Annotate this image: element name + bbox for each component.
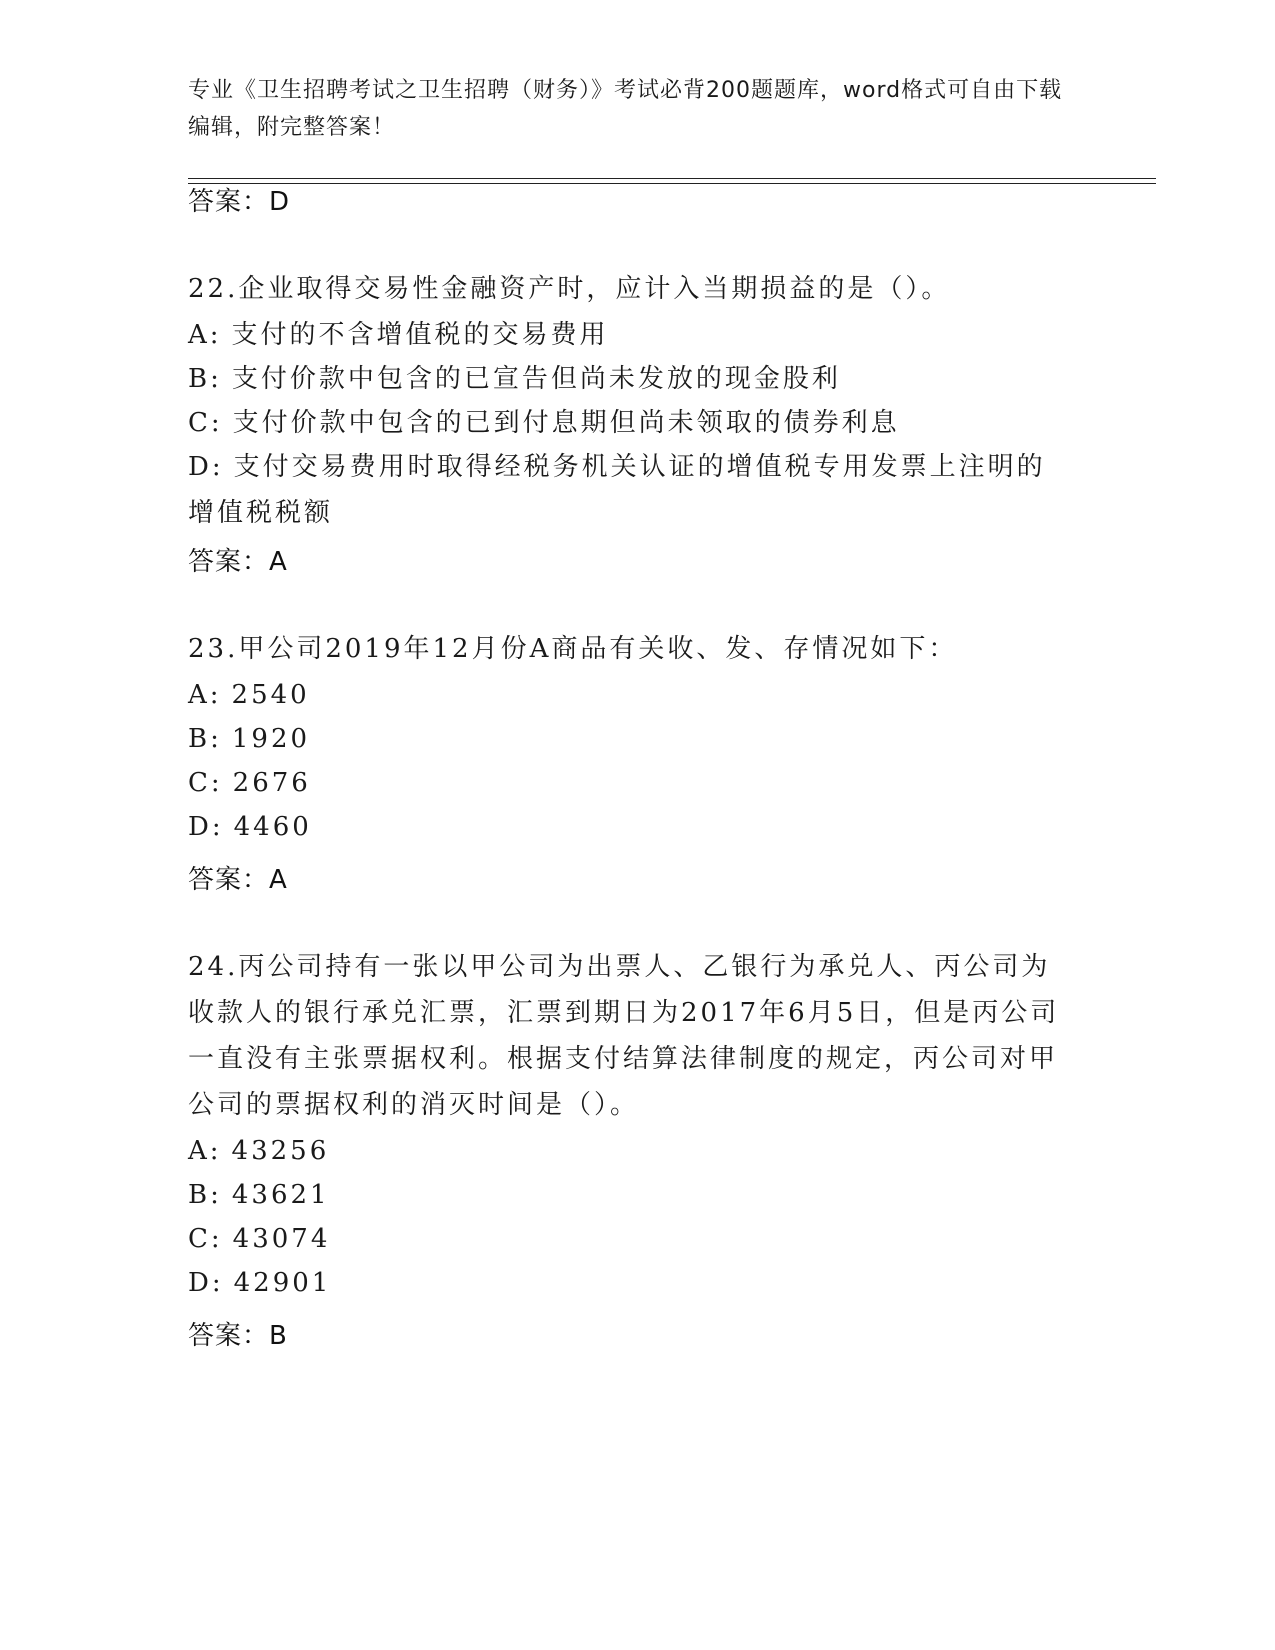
option-label: C: — [188, 768, 223, 798]
option-label: B: — [188, 1180, 222, 1210]
option-label: C: — [188, 408, 223, 438]
question-23-answer: 答案：A — [188, 865, 288, 895]
question-22-answer: 答案：A — [188, 547, 288, 577]
question-22-option-c — [188, 400, 1068, 446]
question-22-option-b — [188, 356, 1068, 402]
option-label: D: — [188, 1268, 224, 1298]
option-text: 支付交易费用时取得经税务机关认证的增值税专用发票上注明的增值税税额 — [188, 452, 1046, 528]
option-text: 1920 — [231, 724, 311, 754]
option-text: 43621 — [231, 1180, 330, 1210]
header-divider — [188, 178, 1156, 184]
document-header: 专业《卫生招聘考试之卫生招聘（财务）》考试必背200题题库，word格式可自由下载编辑，附完整答案！ — [188, 78, 1063, 140]
question-23-option-d — [188, 804, 1068, 850]
option-label: C: — [188, 1224, 223, 1254]
question-23-option-c — [188, 760, 1068, 806]
question-23-text: 23.甲公司2019年12月份A商品有关收、发、存情况如下： — [188, 634, 958, 664]
question-23-option-b — [188, 716, 1068, 762]
option-text: 支付价款中包含的已到付息期但尚未领取的债券利息 — [232, 408, 900, 438]
option-text: 2540 — [231, 680, 310, 710]
option-label: D: — [188, 452, 224, 482]
question-22-option-a — [188, 312, 1068, 358]
option-text: 支付价款中包含的已宣告但尚未发放的现金股利 — [231, 364, 841, 394]
question-24-answer: 答案：B — [188, 1321, 288, 1351]
question-24-option-d — [188, 1260, 1068, 1306]
question-24-text: 24.丙公司持有一张以甲公司为出票人、乙银行为承兑人、丙公司为收款人的银行承兑汇票，汇票到期日为2017年6月5日，但是丙公司一直没有主张票据权利。根据支付结算法律制度的规定，丙公司对甲公司的票据权利的消灭时间是（）。 — [188, 952, 1060, 1120]
option-text: 43074 — [232, 1224, 331, 1254]
option-text: 支付的不含增值税的交易费用 — [231, 320, 609, 350]
option-label: B: — [188, 724, 222, 754]
question-22-option-d — [188, 444, 1068, 536]
question-24-option-c — [188, 1216, 1068, 1262]
option-label: A: — [188, 680, 222, 710]
question-23-option-a — [188, 672, 1068, 718]
question-24-option-b — [188, 1172, 1068, 1218]
option-text: 42901 — [233, 1268, 332, 1298]
question-22-text: 22.企业取得交易性金融资产时，应计入当期损益的是（）。 — [188, 274, 951, 304]
option-text: 2676 — [232, 768, 311, 798]
previous-answer: 答案：D — [188, 187, 291, 217]
option-label: D: — [188, 812, 224, 842]
option-label: A: — [188, 320, 222, 350]
option-label: A: — [188, 1136, 222, 1166]
option-text: 4460 — [233, 812, 312, 842]
option-text: 43256 — [231, 1136, 330, 1166]
question-24-option-a — [188, 1128, 1068, 1174]
option-label: B: — [188, 364, 222, 394]
